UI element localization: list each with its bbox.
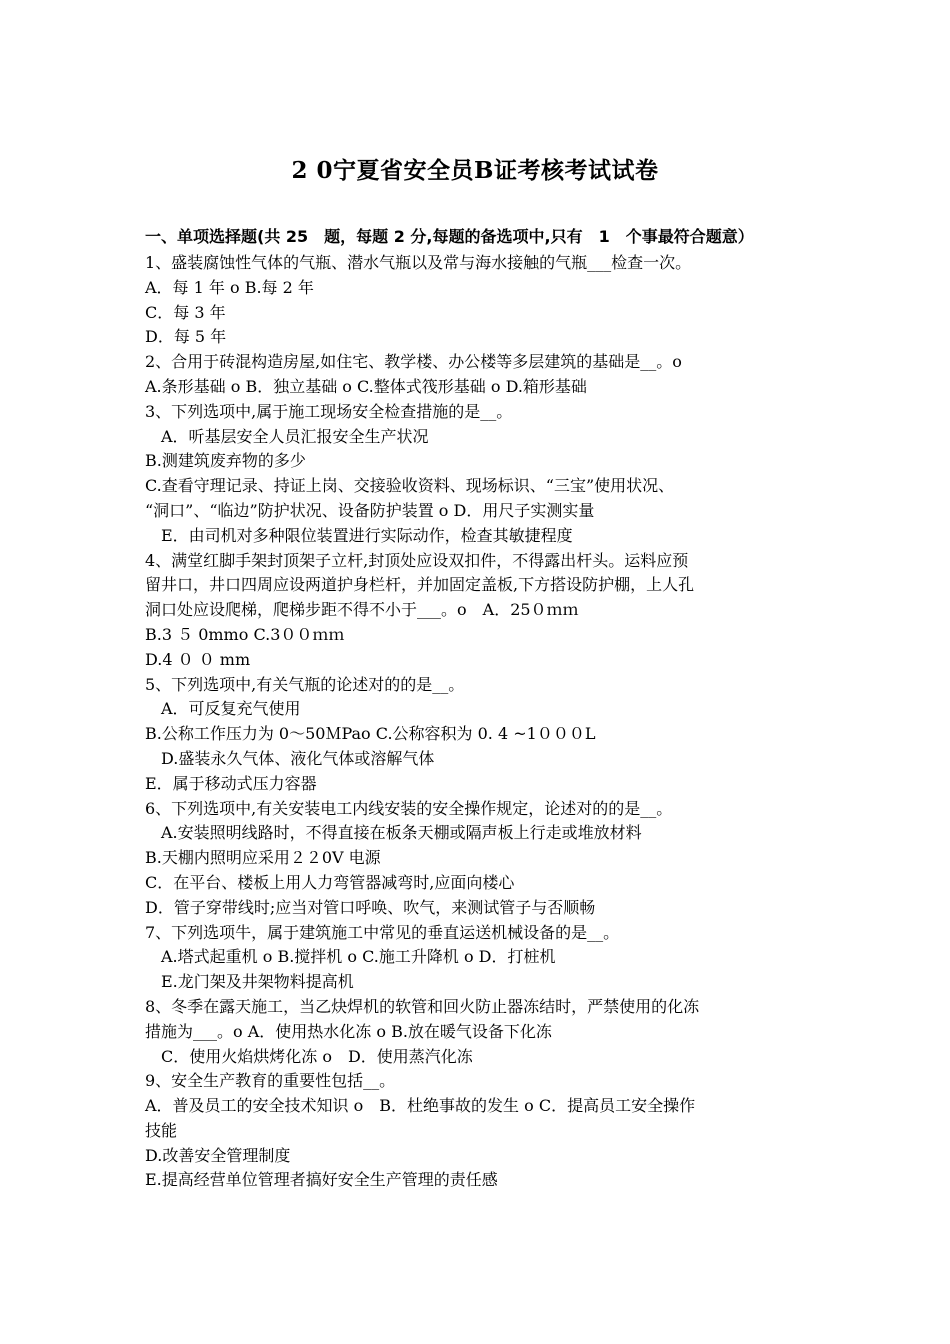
option-line: B.3 ５ 0mmο C.3００ｍｍ [145,624,345,644]
option-line: C．每 3 年 [145,302,226,322]
option-line: A.条形基础 ο B．独立基础 ο C.整体式筏形基础 ο D.箱形基础 [145,376,587,396]
option-line: E.提高经营单位管理者搞好安全生产管理的责任感 [145,1170,498,1190]
option-line: C．在平台、楼板上用人力弯管器减弯时,应面向楼心 [145,872,515,892]
option-line: A．普及员工的安全技术知识 ο B．杜绝事故的发生 ο C．提高员工安全操作 [145,1096,696,1116]
question-line: 9、安全生产教育的重要性包括__。 [145,1071,396,1091]
question-line: 6、下列选项中,有关安装电工内线安装的安全操作规定，论述对的的是__。 [145,798,673,818]
section-heading: 一、单项选择题(共 25 题，每题 2 分,每题的备选项中,只有 1 个事最符合题意） [145,227,754,246]
option-line: “洞口”、“临边”防护状况、设备防护装置 ο D．用尺子实测实量 [145,500,595,520]
option-line: D.盛装永久气体、液化气体或溶解气体 [145,748,435,768]
option-line: B.天棚内照明应采用２２0V 电源 [145,848,381,868]
option-line: B.公称工作压力为 0～50ＭPaο C.公称容积为 0. 4 ~1０００L [145,724,596,744]
question-line: 8、冬季在露天施工，当乙炔焊机的软管和回火防止器冻结时，严禁使用的化冻 [145,996,700,1016]
option-line: A．可反复充气使用 [145,699,301,719]
option-line: B.测建筑废弃物的多少 [145,451,306,471]
question-line: 洞口处应设爬梯，爬梯步距不得不小于___。ο A．25０ｍｍ [145,600,579,620]
question-line: 留井口，井口四周应设两道护身栏杆，并加固定盖板,下方搭设防护棚，上人孔 [145,575,695,595]
option-line: D.改善安全管理制度 [145,1145,291,1165]
option-line: 技能 [145,1120,178,1140]
option-line: C．使用火焰烘烤化冻 ο D．使用蒸汽化冻 [145,1046,473,1066]
question-line: 5、下列选项中,有关气瓶的论述对的的是__。 [145,674,465,694]
option-line: A.塔式起重机 ο B.搅拌机 ο C.施工升降机 ο D．打桩机 [145,947,556,967]
option-line: D．每 5 年 [145,327,227,347]
option-line: A．听基层安全人员汇报安全生产状况 [145,426,429,446]
question-line: 4、满堂红脚手架封顶架子立杆,封顶处应设双扣件，不得露出杆头。运料应预 [145,550,689,570]
option-line: A．每 1 年 ο B.每 2 年 [145,277,314,297]
question-line: 1、盛装腐蚀性气体的气瓶、潜水气瓶以及常与海水接触的气瓶___检查一次。 [145,253,692,272]
option-line: E.龙门架及井架物料提高机 [145,972,354,992]
option-line: E．由司机对多种限位装置进行实际动作，检查其敏捷程度 [145,525,573,545]
question-line: 2、合用于砖混构造房屋,如住宅、教学楼、办公楼等多层建筑的基础是__。ο [145,352,682,372]
question-line: 措施为___。ο A．使用热水化冻 ο B.放在暖气设备下化冻 [145,1021,552,1041]
document-title: 2 0宁夏省安全员B证考核考试试卷 [291,157,659,184]
option-line: D．管子穿带线时;应当对管口呼唤、吹气，来测试管子与否顺畅 [145,897,596,917]
option-line: A.安装照明线路时，不得直接在板条天棚或隔声板上行走或堆放材料 [145,823,642,843]
option-line: D.4 ０ ０ mm [145,649,251,669]
document-body [145,224,810,1193]
option-line: E．属于移动式压力容器 [145,773,317,793]
question-line: 7、下列选项牛，属于建筑施工中常见的垂直运送机械设备的是__。 [145,922,620,942]
question-line: 3、下列选项中,属于施工现场安全检查措施的是__。 [145,401,513,421]
option-line: C.查看守理记录、持证上岗、交接验收资料、现场标识、“三宝”使用状况、 [145,476,675,496]
